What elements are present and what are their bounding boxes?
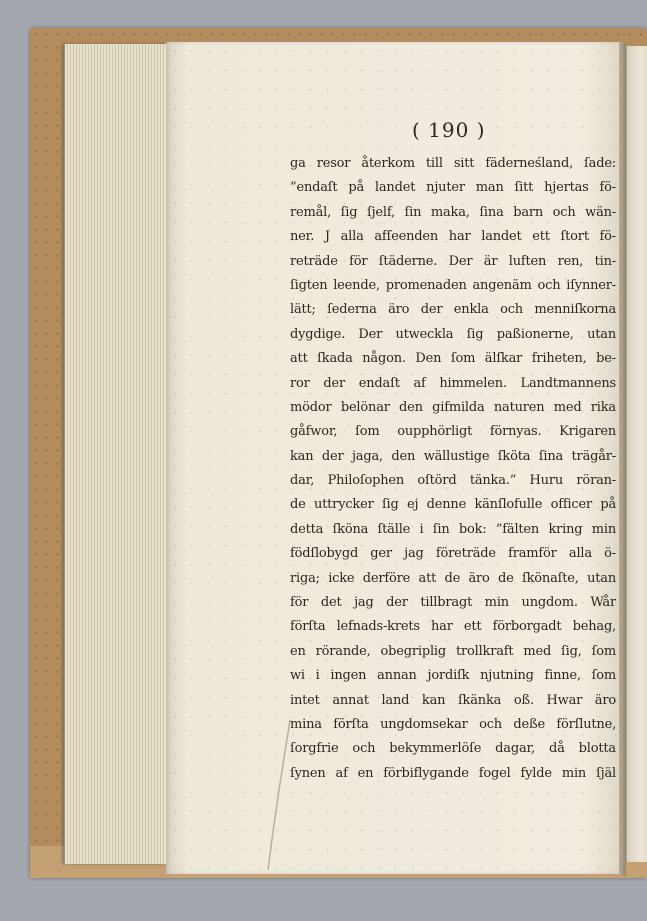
text-line: födſlobygd ger jag företräde framför alla ö- xyxy=(290,546,616,562)
text-line: reträde för ſtäderne. Der är luften ren, tin- xyxy=(290,253,616,269)
text-line: dygdige. Der utweckla ſig paßionerne, utan xyxy=(290,326,616,342)
text-line: intet annat land kan ſkänka oß. Hwar äro xyxy=(290,692,616,708)
text-line: för det jag der tillbragt min ungdom. Wår xyxy=(290,595,616,611)
text-line: gåfwor, ſom oupphörligt förnyas. Krigaren xyxy=(290,424,616,440)
text-line: ſynen af en förbiflygande fogel fylde min ſjäl xyxy=(290,765,616,781)
text-line: en rörande, obegriplig trollkraft med ſig, ſom xyxy=(290,643,616,659)
text-line: dar, Philoſophen oſtörd tänka.” Huru röran- xyxy=(290,473,616,489)
text-line: ga resor återkom till sitt fäderneśland, ſade: xyxy=(290,156,616,171)
facing-page-edge xyxy=(626,46,647,862)
book-gutter xyxy=(619,42,626,876)
text-line: lätt; ſederna äro der enkla och menniſkorna xyxy=(290,302,616,318)
page-text-block xyxy=(290,152,616,786)
page-block-edges xyxy=(64,44,169,864)
text-line: att ſkada någon. Den ſom älſkar friheten, be- xyxy=(290,351,616,367)
text-line: förſta lefnads-krets har ett förborgadt behag, xyxy=(290,619,616,635)
page-number: ( 190 ) xyxy=(412,118,486,142)
text-line: mödor belönar den gifmilda naturen med rika xyxy=(290,399,616,415)
text-line: mina förſta ungdomsekar och deße förſlutne, xyxy=(290,716,616,732)
text-line: de uttrycker ſig ej denne känſlofulle officer på xyxy=(290,497,616,513)
text-line: wi i ingen annan jordiſk njutning finne, ſom xyxy=(290,668,616,684)
text-line: ”endaſt på landet njuter man ſitt hjertas fö- xyxy=(290,180,616,196)
text-line: detta ſköna ſtälle i ſin bok: ”fälten kring min xyxy=(290,521,616,537)
text-line: ſorgfrie och bekymmerlöſe dagar, då blotta xyxy=(290,741,616,757)
text-line: ſigten leende, promenaden angenäm och iſynner- xyxy=(290,277,616,293)
text-line: riga; icke derföre att de äro de ſkönaſte, utan xyxy=(290,570,616,586)
text-line: ror der endaſt af himmelen. Landtmannens xyxy=(290,375,616,391)
text-line: ner. J alla afſeenden har landet ett ſtort fö- xyxy=(290,229,616,245)
text-line: remål, ſig ſjelf, ſin maka, ſina barn och wän- xyxy=(290,204,616,220)
text-line: kan der jaga, den wällustige ſköta ſina trägår- xyxy=(290,448,616,464)
